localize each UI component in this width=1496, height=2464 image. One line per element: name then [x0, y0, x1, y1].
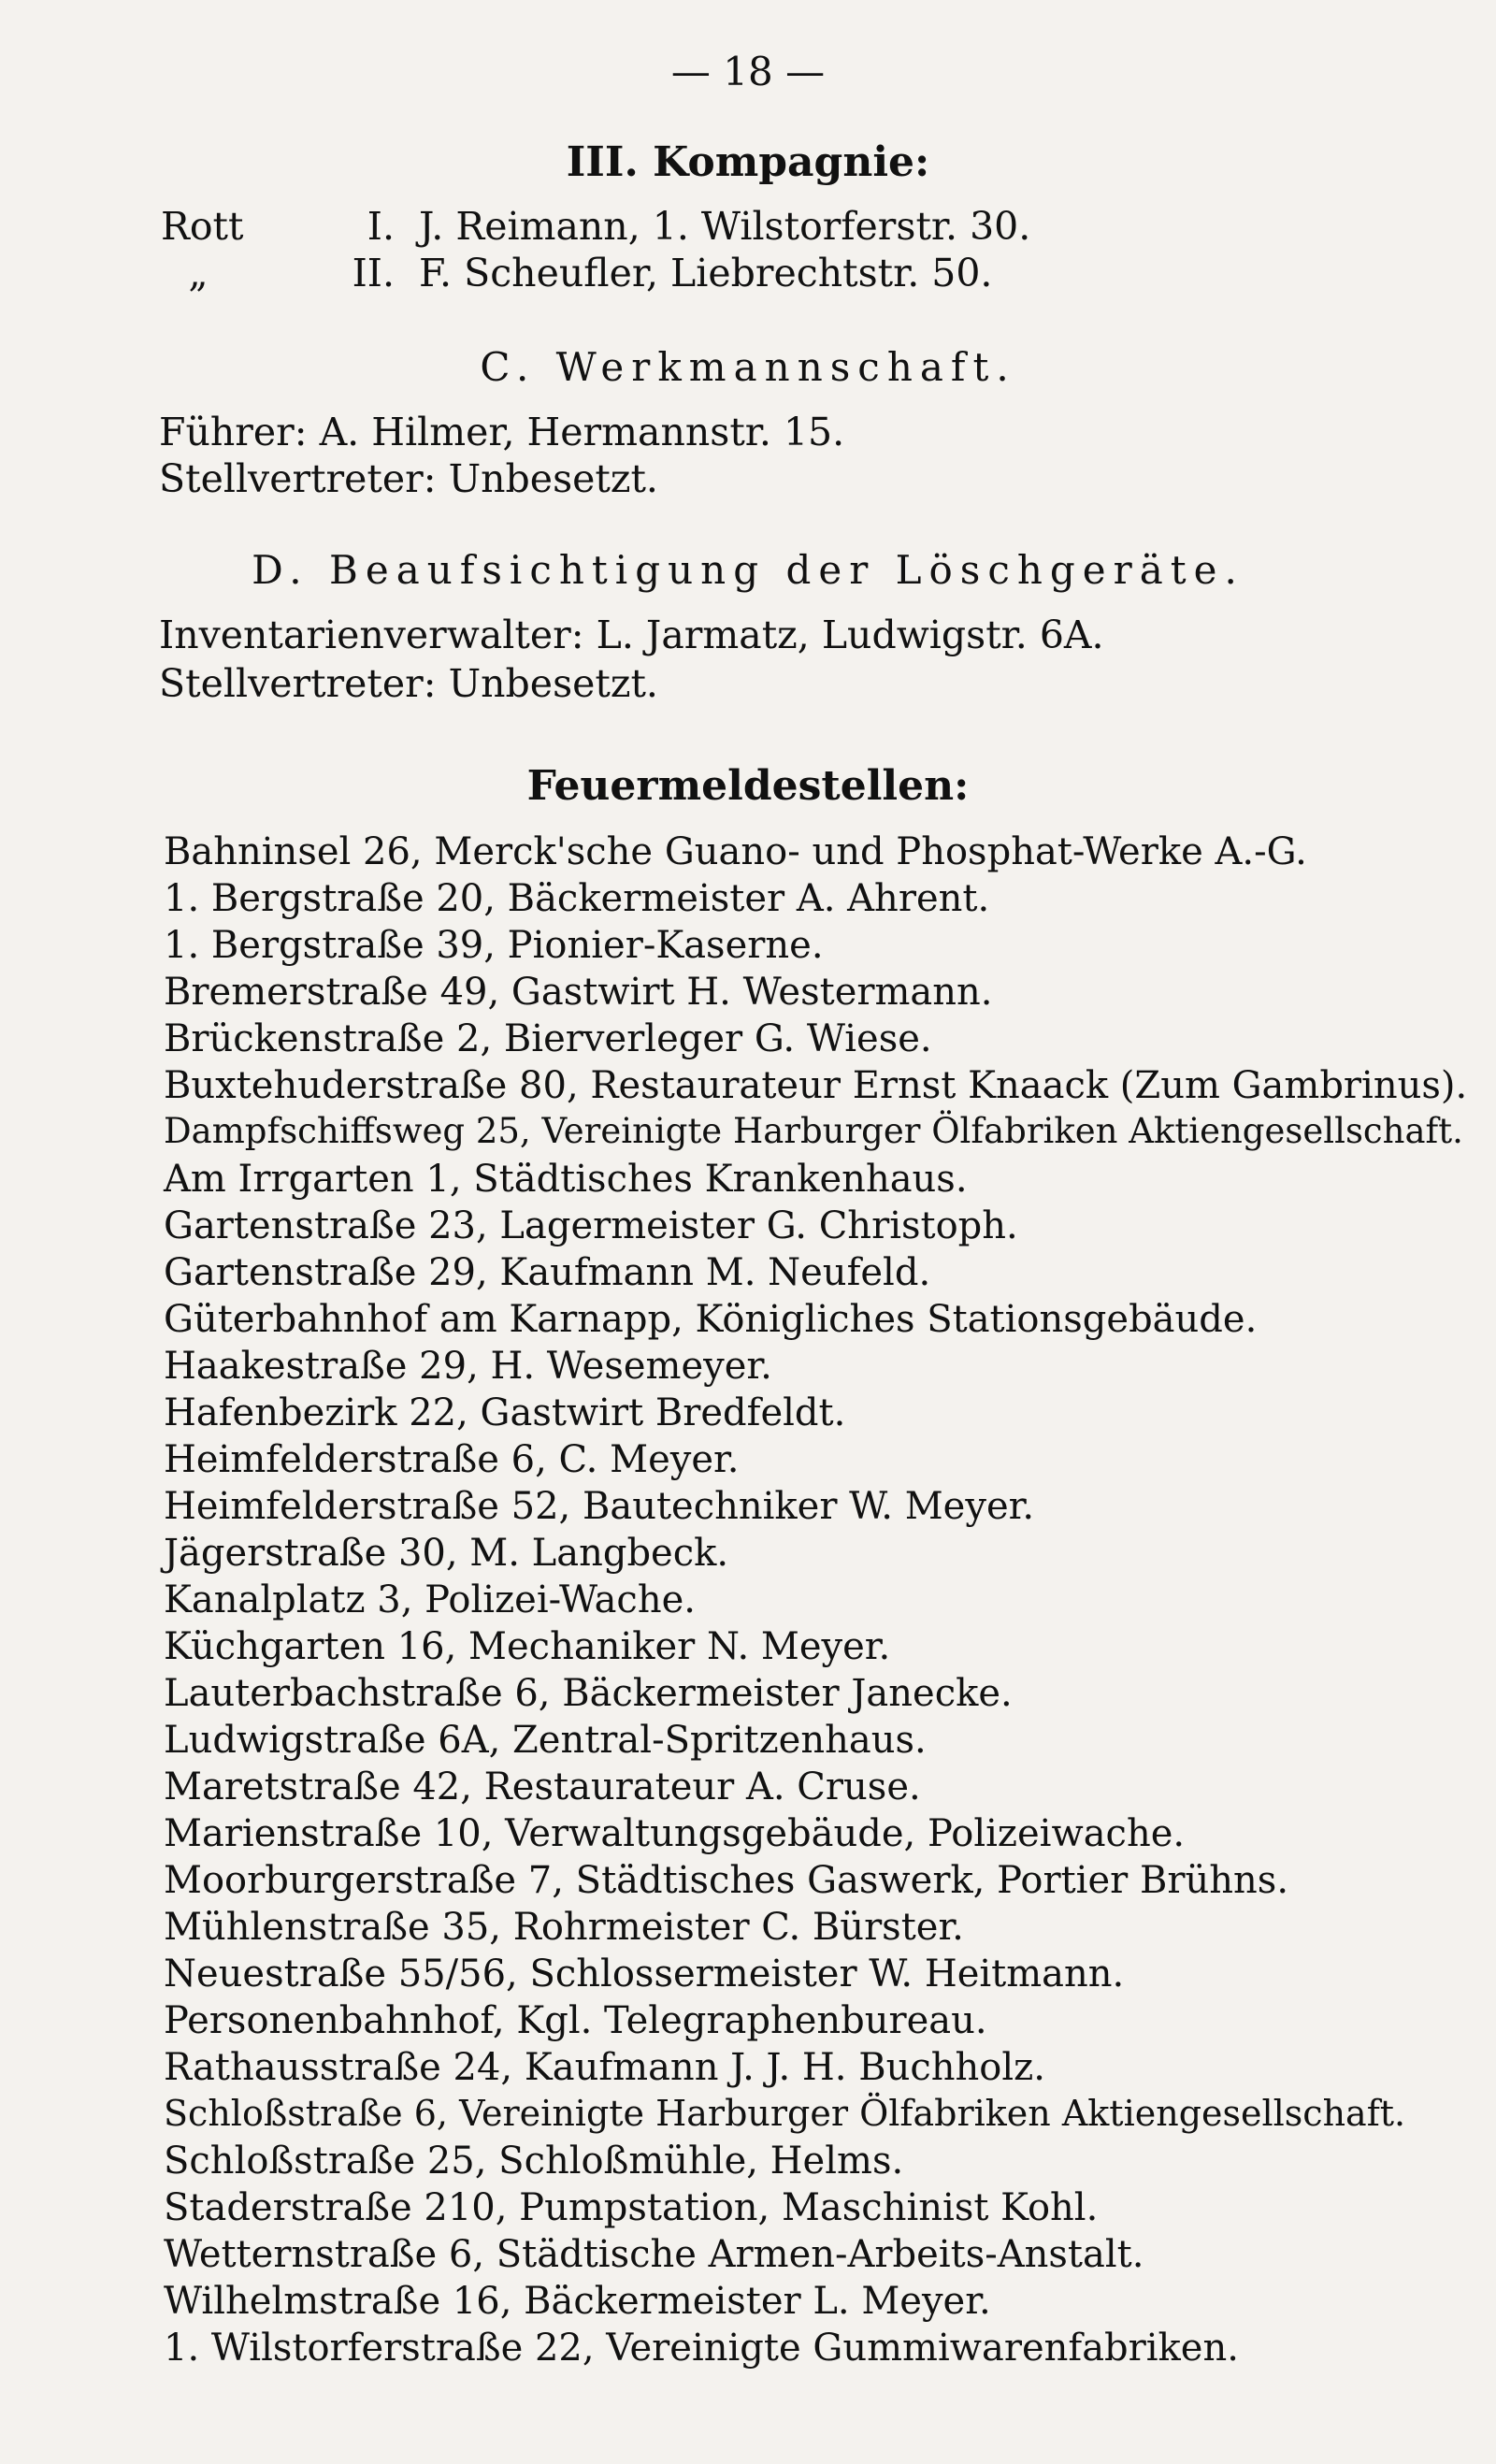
station-entry: Gartenstraße 23, Lagermeister G. Christoph. [164, 1204, 1018, 1247]
station-entry: Buxtehuderstraße 80, Restaurateur Ernst Knaack (Zum Gambrinus). [164, 1064, 1468, 1107]
station-entry: Ludwigstraße 6A, Zentral-Spritzenhaus. [164, 1719, 927, 1762]
station-entry: Maretstraße 42, Restaurateur A. Cruse. [164, 1765, 921, 1808]
station-entry: Neuestraße 55/56, Schlossermeister W. Heitmann. [164, 1952, 1125, 1996]
company-member: J. Reimann, 1. Wilstorferstr. 30. [419, 204, 1031, 249]
company-role: „ [188, 251, 209, 295]
station-entry: 1. Wilstorferstraße 22, Vereinigte Gummiwarenfabriken. [164, 2327, 1239, 2370]
section-d-line: Inventarienverwalter: L. Jarmatz, Ludwigstr. 6A. [159, 612, 1104, 657]
section-d-line: Stellvertreter: Unbesetzt. [159, 661, 658, 706]
station-entry: Moorburgerstraße 7, Städtisches Gaswerk, Portier Brühns. [164, 1859, 1289, 1902]
station-entry: Lauterbachstraße 6, Bäckermeister Janecke. [164, 1672, 1013, 1715]
station-entry: Hafenbezirk 22, Gastwirt Bredfeldt. [164, 1391, 846, 1434]
station-entry: Heimfelderstraße 6, C. Meyer. [164, 1438, 740, 1481]
feuermelde-heading: Feuermeldestellen: [526, 762, 970, 810]
section-d-heading: D. Beaufsichtigung der Löschgeräte. [252, 547, 1244, 593]
station-entry: Gartenstraße 29, Kaufmann M. Neufeld. [164, 1251, 931, 1294]
station-entry: Haakestraße 29, H. Wesemeyer. [164, 1345, 772, 1388]
station-entry: Güterbahnhof am Karnapp, Königliches Stationsgebäude. [164, 1298, 1258, 1341]
station-entry: Bahninsel 26, Merck'sche Guano- und Phosphat-Werke A.-G. [164, 830, 1307, 873]
section-c-heading: C. Werkmannschaft. [480, 344, 1016, 390]
station-entry: Jägerstraße 30, M. Langbeck. [164, 1532, 729, 1575]
company-number: II. [352, 251, 395, 295]
company-number: I. [367, 204, 395, 249]
station-entry: 1. Bergstraße 39, Pionier-Kaserne. [164, 924, 824, 967]
company-member: F. Scheufler, Liebrechtstr. 50. [419, 251, 993, 295]
section-c-line: Führer: A. Hilmer, Hermannstr. 15. [159, 410, 845, 454]
station-entry: Heimfelderstraße 52, Bautechniker W. Meyer. [164, 1485, 1035, 1528]
company-row [161, 204, 1030, 249]
station-entry: Rathausstraße 24, Kaufmann J. J. H. Buchholz. [164, 2046, 1045, 2089]
page-number: — 18 — [670, 49, 826, 94]
section-c-line: Stellvertreter: Unbesetzt. [159, 456, 658, 501]
station-entry: Wetternstraße 6, Städtische Armen-Arbeits-Anstalt. [164, 2233, 1144, 2276]
company-row [161, 251, 992, 295]
station-entry: Mühlenstraße 35, Rohrmeister C. Bürster. [164, 1906, 964, 1949]
station-entry: Kanalplatz 3, Polizei-Wache. [164, 1578, 696, 1621]
station-entry: Schloßstraße 6, Vereinigte Harburger Ölfabriken Aktiengesellschaft. [164, 2093, 1406, 2134]
station-entry: Staderstraße 210, Pumpstation, Maschinist Kohl. [164, 2186, 1099, 2229]
company-role: Rott [161, 204, 244, 249]
station-entry: Bremerstraße 49, Gastwirt H. Westermann. [164, 971, 993, 1014]
station-entry: Am Irrgarten 1, Städtisches Krankenhaus. [164, 1158, 968, 1201]
station-entry: Dampfschiffsweg 25, Vereinigte Harburger Ölfabriken Aktiengesellschaft. [164, 1111, 1463, 1151]
station-entry: Schloßstraße 25, Schloßmühle, Helms. [164, 2140, 904, 2183]
station-entry: Brückenstraße 2, Bierverleger G. Wiese. [164, 1017, 932, 1060]
company-heading: III. Kompagnie: [566, 138, 930, 186]
station-entry: 1. Bergstraße 20, Bäckermeister A. Ahrent. [164, 877, 990, 920]
station-entry: Wilhelmstraße 16, Bäckermeister L. Meyer. [164, 2280, 991, 2323]
station-entry: Marienstraße 10, Verwaltungsgebäude, Polizeiwache. [164, 1812, 1186, 1855]
station-entry: Küchgarten 16, Mechaniker N. Meyer. [164, 1625, 891, 1668]
station-entry: Personenbahnhof, Kgl. Telegraphenbureau. [164, 1999, 987, 2042]
